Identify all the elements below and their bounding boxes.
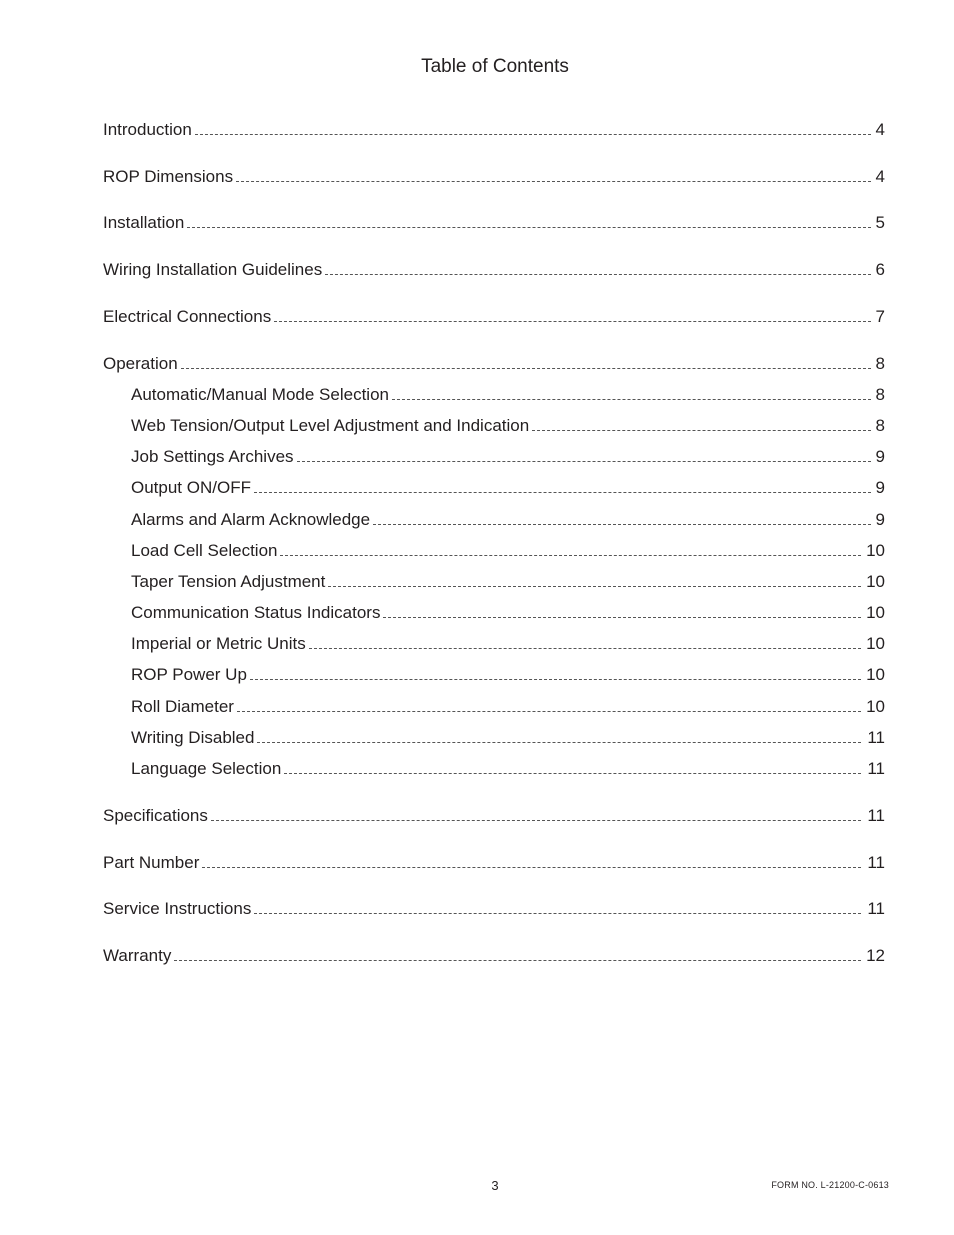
toc-entry-page: 10 <box>866 603 885 622</box>
toc-entry-page: 12 <box>866 946 885 965</box>
toc-entry-label: Writing Disabled <box>131 728 255 747</box>
toc-entry[interactable] <box>103 853 885 873</box>
toc-subentry[interactable] <box>131 665 885 685</box>
toc-entry-page: 10 <box>866 665 885 684</box>
dot-leader <box>383 616 861 618</box>
toc-entry-label: Warranty <box>103 946 172 965</box>
toc-entry-page: 10 <box>866 634 885 653</box>
toc-entry-page: 4 <box>875 167 885 186</box>
toc-entry-page: 10 <box>866 572 885 591</box>
dot-leader <box>211 819 861 821</box>
toc-entry[interactable] <box>103 120 885 140</box>
dot-leader <box>297 460 871 462</box>
toc-entry-page: 5 <box>875 213 885 232</box>
toc-entry[interactable] <box>103 899 885 919</box>
toc-entry[interactable] <box>103 213 885 233</box>
dot-leader <box>392 398 871 400</box>
dot-leader <box>274 320 871 322</box>
toc-subentry[interactable] <box>131 541 885 561</box>
toc-entry-label: Specifications <box>103 806 208 825</box>
toc-subentry[interactable] <box>131 510 885 530</box>
dot-leader <box>202 866 861 868</box>
toc-entry-label: Operation <box>103 354 178 373</box>
toc-subentry[interactable] <box>131 416 885 436</box>
toc-entry-label: Output ON/OFF <box>131 478 251 497</box>
toc-entry-page: 4 <box>875 120 885 139</box>
toc-entry-label: Service Instructions <box>103 899 252 918</box>
toc-entry-page: 8 <box>875 416 885 435</box>
dot-leader <box>181 367 871 369</box>
dot-leader <box>236 180 871 182</box>
toc-entry-page: 9 <box>875 447 885 466</box>
toc-entry-label: Communication Status Indicators <box>131 603 381 622</box>
toc-entry-page: 9 <box>875 510 885 529</box>
toc-entry-page: 11 <box>867 806 885 825</box>
toc-entry-page: 11 <box>867 728 885 747</box>
toc-subentry[interactable] <box>131 478 885 498</box>
dot-leader <box>250 678 861 680</box>
toc-entry-label: Language Selection <box>131 759 282 778</box>
toc-entry-label: Introduction <box>103 120 192 139</box>
dot-leader <box>532 429 871 431</box>
toc-subentry[interactable] <box>131 634 885 654</box>
toc-entry-label: Web Tension/Output Level Adjustment and Indication <box>131 416 530 435</box>
toc-entry[interactable] <box>103 806 885 826</box>
toc-entry-page: 8 <box>875 354 885 373</box>
toc-entry-page: 10 <box>866 697 885 716</box>
dot-leader <box>254 491 871 493</box>
form-number: FORM NO. L-21200-C-0613 <box>771 1180 889 1190</box>
dot-leader <box>328 585 861 587</box>
toc-entry-label: Roll Diameter <box>131 697 234 716</box>
toc-entry-page: 11 <box>867 853 885 872</box>
page-number: 3 <box>491 1178 499 1193</box>
toc-entry-label: Load Cell Selection <box>131 541 278 560</box>
toc-entry-page: 9 <box>875 478 885 497</box>
toc-entry-label: Electrical Connections <box>103 307 272 326</box>
toc-entry-label: Job Settings Archives <box>131 447 294 466</box>
dot-leader <box>373 523 871 525</box>
toc-entry-label: Installation <box>103 213 185 232</box>
toc-subentry[interactable] <box>131 697 885 717</box>
toc-entry-label: Automatic/Manual Mode Selection <box>131 385 389 404</box>
dot-leader <box>187 226 871 228</box>
toc-entry-label: Wiring Installation Guidelines <box>103 260 323 279</box>
dot-leader <box>237 710 861 712</box>
toc-entry-label: Imperial or Metric Units <box>131 634 306 653</box>
dot-leader <box>309 647 861 649</box>
toc-entry-page: 10 <box>866 541 885 560</box>
toc-entry-label: Part Number <box>103 853 200 872</box>
dot-leader <box>284 772 861 774</box>
toc-entry-label: ROP Power Up <box>131 665 247 684</box>
toc-entry-label: ROP Dimensions <box>103 167 234 186</box>
dot-leader <box>257 741 861 743</box>
toc-subentry[interactable] <box>131 759 885 779</box>
toc-entry-page: 11 <box>867 759 885 778</box>
toc-entry[interactable] <box>103 167 885 187</box>
toc-subentry[interactable] <box>131 728 885 748</box>
toc-entry-page: 11 <box>867 899 885 918</box>
toc-entry-label: Taper Tension Adjustment <box>131 572 326 591</box>
toc-entry[interactable] <box>103 260 885 280</box>
toc-entry-label: Alarms and Alarm Acknowledge <box>131 510 371 529</box>
dot-leader <box>174 959 861 961</box>
toc-entry[interactable] <box>103 354 885 374</box>
dot-leader <box>195 133 871 135</box>
toc-subentry[interactable] <box>131 447 885 467</box>
toc-subentry[interactable] <box>131 385 885 405</box>
toc-entry-page: 6 <box>875 260 885 279</box>
dot-leader <box>280 554 861 556</box>
toc-subentry[interactable] <box>131 572 885 592</box>
toc-entry[interactable] <box>103 307 885 327</box>
dot-leader <box>325 273 871 275</box>
page-title: Table of Contents <box>421 56 569 77</box>
toc-entry[interactable] <box>103 946 885 966</box>
dot-leader <box>254 912 861 914</box>
toc-entry-page: 7 <box>875 307 885 326</box>
toc-subentry[interactable] <box>131 603 885 623</box>
toc-entry-page: 8 <box>875 385 885 404</box>
